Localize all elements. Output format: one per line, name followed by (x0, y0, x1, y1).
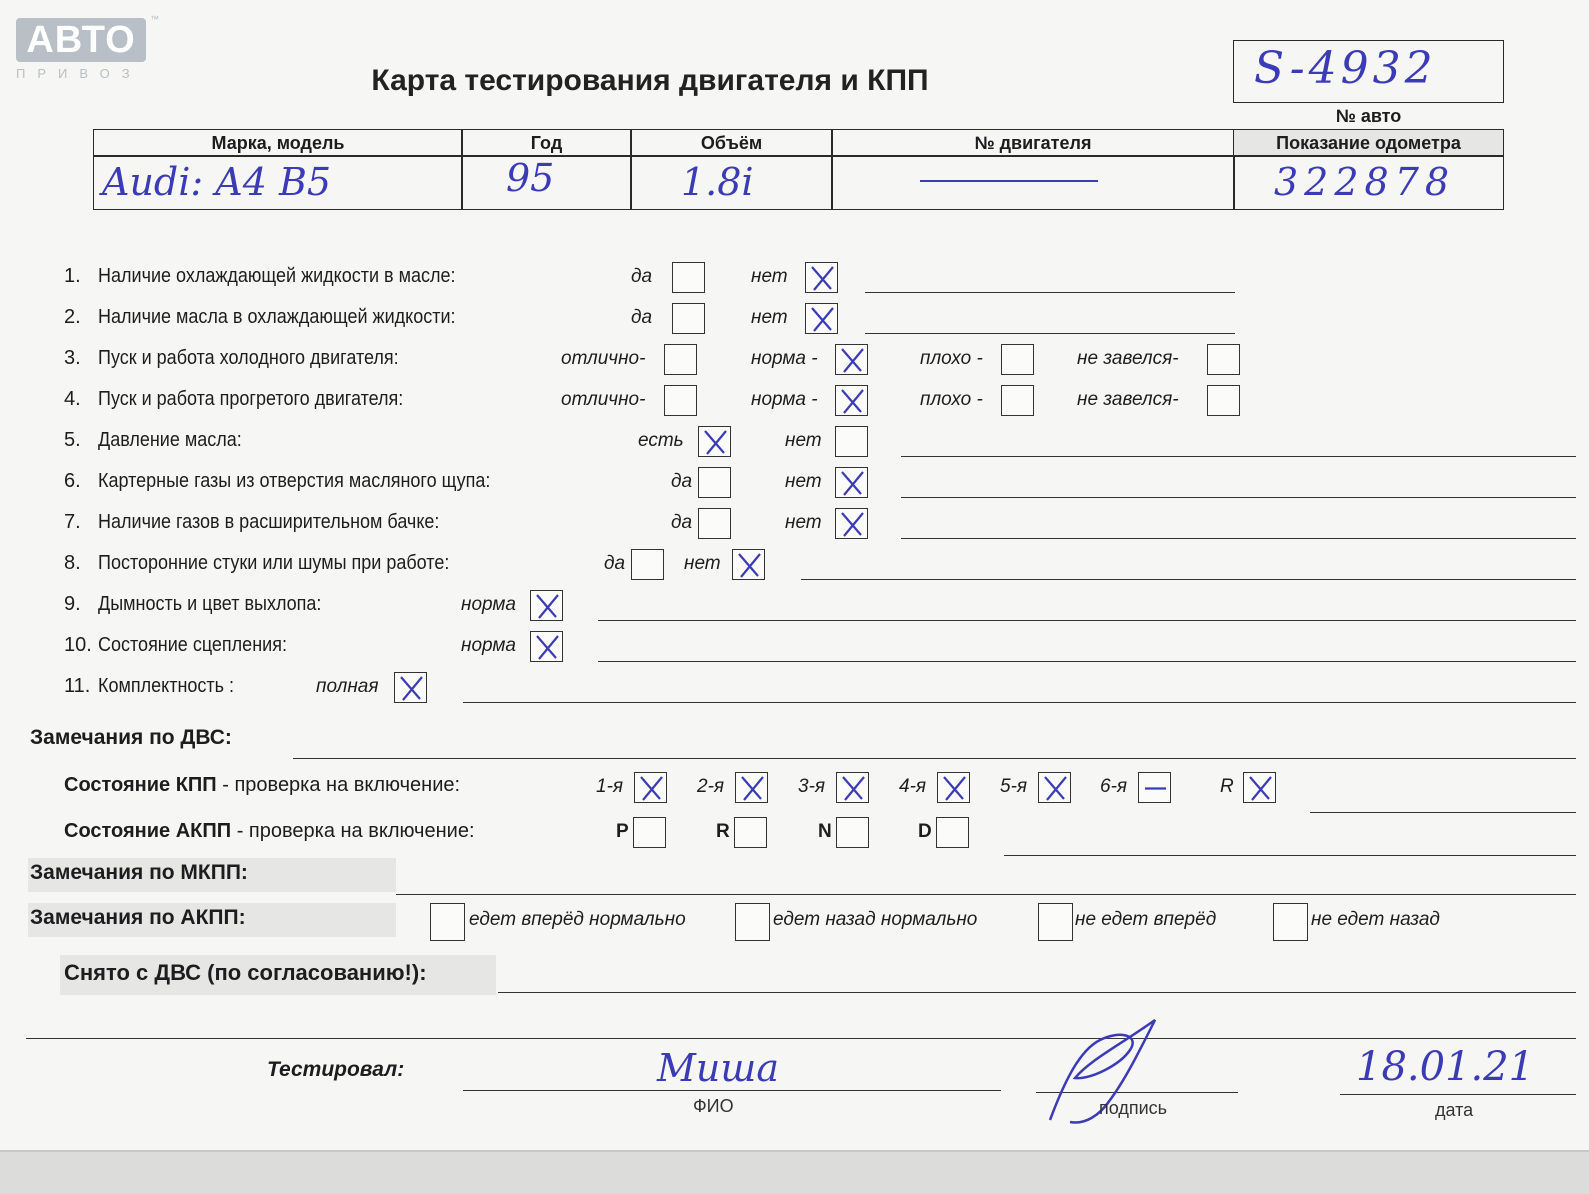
answer-line[interactable] (463, 702, 1576, 703)
option-label: плохо - (920, 348, 983, 369)
option-label: норма - (751, 348, 818, 369)
option-checkbox[interactable] (835, 426, 868, 457)
removed-label-bold: Снято с ДВС (64, 960, 202, 985)
option-label: плохо - (920, 389, 983, 410)
option-label: отлично- (561, 348, 646, 369)
fio-value: Миша (657, 1046, 780, 1090)
option-checkbox[interactable] (698, 508, 731, 539)
question-number: 4. (64, 388, 81, 410)
model-value: Audi: A4 B5 (102, 160, 332, 204)
akpp-label (64, 820, 475, 843)
question-number: 1. (64, 265, 81, 287)
check-x-icon (837, 773, 870, 804)
fio-line[interactable] (463, 1090, 1001, 1091)
check-x-icon (806, 304, 839, 335)
gear-label: 4-я (899, 776, 927, 797)
answer-line[interactable] (901, 456, 1576, 457)
akpp-mode-label: R (716, 821, 730, 842)
question-text: Пуск и работа холодного двигателя: (98, 347, 399, 369)
akpp-mode-label: P (616, 821, 629, 842)
option-checkbox[interactable] (530, 590, 563, 621)
option-label: отлично- (561, 389, 646, 410)
question-text: Состояние сцепления: (98, 634, 287, 656)
date-line[interactable] (1340, 1094, 1576, 1095)
check-x-icon (1244, 773, 1277, 804)
check-x-icon (395, 673, 428, 704)
option-checkbox[interactable] (394, 672, 427, 703)
check-x-icon (806, 263, 839, 294)
engine-dash (920, 180, 1098, 182)
option-label: норма (461, 635, 516, 656)
gear-checkbox[interactable] (1138, 772, 1171, 803)
engine-cell (831, 155, 1235, 210)
check-x-icon (1039, 773, 1072, 804)
kpp-label-rest: - проверка на включение: (216, 774, 461, 796)
avto-privoz-logo: АВТО (16, 18, 146, 62)
check-x-icon (531, 591, 564, 622)
akpp-remark-checkbox[interactable] (430, 903, 465, 941)
question-number: 2. (64, 306, 81, 328)
answer-line[interactable] (598, 620, 1576, 621)
gear-checkbox[interactable] (836, 772, 869, 803)
option-label: да (604, 553, 626, 574)
volume-label: Объём (630, 129, 833, 157)
gear-label: 3-я (798, 776, 826, 797)
option-checkbox[interactable] (805, 262, 838, 293)
option-checkbox[interactable] (835, 508, 868, 539)
akpp-mode-checkbox[interactable] (936, 817, 969, 848)
akpp-remark-checkbox[interactable] (1038, 903, 1073, 941)
question-number: 11. (64, 675, 91, 697)
removed-label (64, 960, 427, 986)
option-checkbox[interactable] (664, 344, 697, 375)
question-text: Наличие газов в расширительном бачке: (98, 511, 440, 533)
check-x-icon (699, 427, 732, 458)
mkpp-remarks-line[interactable] (396, 894, 1576, 895)
question-text: Комплектность : (98, 675, 235, 697)
question-number: 9. (64, 593, 81, 615)
dash-icon (1139, 773, 1172, 804)
option-label: нет (751, 266, 788, 287)
odometer-value: 322878 (1274, 160, 1456, 204)
option-label: нет (684, 553, 721, 574)
question-text: Наличие охлаждающей жидкости в масле: (98, 265, 456, 287)
option-label: да (631, 266, 653, 287)
option-label: не завелся- (1077, 389, 1179, 410)
option-label: нет (785, 512, 822, 533)
akpp-mode-checkbox[interactable] (633, 817, 666, 848)
car-number-box (1233, 40, 1504, 103)
question-number: 3. (64, 347, 81, 369)
option-label: есть (638, 430, 684, 451)
year-value: 95 (506, 156, 555, 200)
gear-checkbox[interactable] (1038, 772, 1071, 803)
akpp-remark-label: не едет назад (1311, 909, 1440, 930)
gear-label: 5-я (1000, 776, 1028, 797)
check-x-icon (733, 550, 766, 581)
answer-line[interactable] (901, 538, 1576, 539)
option-checkbox[interactable] (835, 344, 868, 375)
akpp-remark-checkbox[interactable] (735, 903, 770, 941)
gear-label: 2-я (697, 776, 725, 797)
option-checkbox[interactable] (698, 467, 731, 498)
option-checkbox[interactable] (1207, 344, 1240, 375)
check-x-icon (836, 468, 869, 499)
question-number: 8. (64, 552, 81, 574)
option-checkbox[interactable] (631, 549, 664, 580)
gear-checkbox[interactable] (937, 772, 970, 803)
question-number: 6. (64, 470, 81, 492)
volume-value: 1.8i (681, 160, 754, 204)
date-label: дата (1435, 1100, 1474, 1120)
scan-edge (0, 1150, 1589, 1194)
akpp-mode-label: D (918, 821, 932, 842)
question-text: Давление масла: (98, 429, 242, 451)
option-checkbox[interactable] (672, 303, 705, 334)
question-text: Дымность и цвет выхлопа: (98, 593, 322, 615)
option-label: не завелся- (1077, 348, 1179, 369)
akpp-mode-label: N (818, 821, 832, 842)
akpp-remark-checkbox[interactable] (1273, 903, 1308, 941)
year-cell (461, 155, 632, 210)
car-number-label: № авто (1335, 106, 1402, 126)
gear-label: R (1220, 776, 1234, 797)
check-x-icon (836, 509, 869, 540)
option-label: нет (785, 471, 822, 492)
gear-label: 1-я (596, 776, 624, 797)
answer-line[interactable] (865, 292, 1235, 293)
question-number: 7. (64, 511, 81, 533)
answer-line[interactable] (598, 661, 1576, 662)
akpp-label-bold: Состояние АКПП (64, 820, 232, 842)
check-x-icon (635, 773, 668, 804)
option-checkbox[interactable] (672, 262, 705, 293)
akpp-label-rest: - проверка на включение: (231, 820, 475, 842)
check-x-icon (836, 386, 869, 417)
removed-line[interactable] (498, 992, 1576, 993)
option-checkbox[interactable] (530, 631, 563, 662)
logo-subtitle: ПРИВОЗ (16, 66, 142, 81)
gear-checkbox[interactable] (735, 772, 768, 803)
gear-checkbox[interactable] (1243, 772, 1276, 803)
gear-checkbox[interactable] (634, 772, 667, 803)
akpp-remark-label: едет назад нормально (773, 909, 978, 930)
mkpp-remarks-label: Замечания по МКПП: (30, 861, 248, 884)
car-number-value: S-4932 (1254, 43, 1437, 94)
option-label: нет (785, 430, 822, 451)
engine-label: № двигателя (831, 129, 1235, 157)
option-checkbox[interactable] (835, 385, 868, 416)
option-label: норма (461, 594, 516, 615)
remarks-extra-line[interactable] (26, 1038, 1576, 1039)
option-checkbox[interactable] (664, 385, 697, 416)
form-title: Карта тестирования двигателя и КПП (371, 64, 929, 97)
tested-label: Тестировал: (267, 1058, 405, 1081)
date-value: 18.01.21 (1356, 1044, 1535, 1090)
kpp-line[interactable] (1310, 812, 1576, 813)
check-x-icon (938, 773, 971, 804)
option-checkbox[interactable] (805, 303, 838, 334)
option-checkbox[interactable] (732, 549, 765, 580)
answer-line[interactable] (901, 497, 1576, 498)
check-x-icon (736, 773, 769, 804)
dvs-remarks-label: Замечания по ДВС: (30, 726, 232, 749)
akpp-line[interactable] (1004, 855, 1576, 856)
gear-label: 6-я (1100, 776, 1128, 797)
akpp-mode-checkbox[interactable] (836, 817, 869, 848)
check-x-icon (836, 345, 869, 376)
logo-tm: ™ (150, 14, 159, 24)
question-text: Картерные газы из отверстия масляного щупа: (98, 470, 491, 492)
question-text: Пуск и работа прогретого двигателя: (98, 388, 404, 410)
fio-label: ФИО (693, 1096, 734, 1116)
option-checkbox[interactable] (698, 426, 731, 457)
model-cell (93, 155, 463, 210)
option-label: да (671, 471, 693, 492)
kpp-label (64, 774, 460, 797)
odometer-cell (1233, 155, 1504, 210)
option-label: полная (316, 676, 379, 697)
option-label: да (671, 512, 693, 533)
akpp-remark-label: едет вперёд нормально (469, 909, 686, 930)
removed-label-rest: (по согласованию!): (201, 960, 427, 985)
check-x-icon (531, 632, 564, 663)
question-text: Посторонние стуки или шумы при работе: (98, 552, 450, 574)
akpp-remark-label: не едет вперёд (1075, 909, 1217, 930)
option-checkbox[interactable] (835, 467, 868, 498)
akpp-remarks-label: Замечания по АКПП: (30, 906, 246, 929)
option-label: да (631, 307, 653, 328)
question-text: Наличие масла в охлаждающей жидкости: (98, 306, 456, 328)
kpp-label-bold: Состояние КПП (64, 774, 217, 796)
year-label: Год (461, 129, 632, 157)
option-checkbox[interactable] (1001, 385, 1034, 416)
question-number: 5. (64, 429, 81, 451)
odometer-label: Показание одометра (1233, 129, 1504, 157)
option-checkbox[interactable] (1207, 385, 1240, 416)
option-checkbox[interactable] (1001, 344, 1034, 375)
answer-line[interactable] (801, 579, 1576, 580)
question-number: 10. (64, 634, 92, 656)
akpp-mode-checkbox[interactable] (734, 817, 767, 848)
dvs-remarks-line[interactable] (293, 758, 1576, 759)
option-label: норма - (751, 389, 818, 410)
volume-cell (630, 155, 833, 210)
answer-line[interactable] (865, 333, 1235, 334)
model-label: Марка, модель (93, 129, 463, 157)
option-label: нет (751, 307, 788, 328)
signature-label: подпись (1099, 1098, 1168, 1118)
